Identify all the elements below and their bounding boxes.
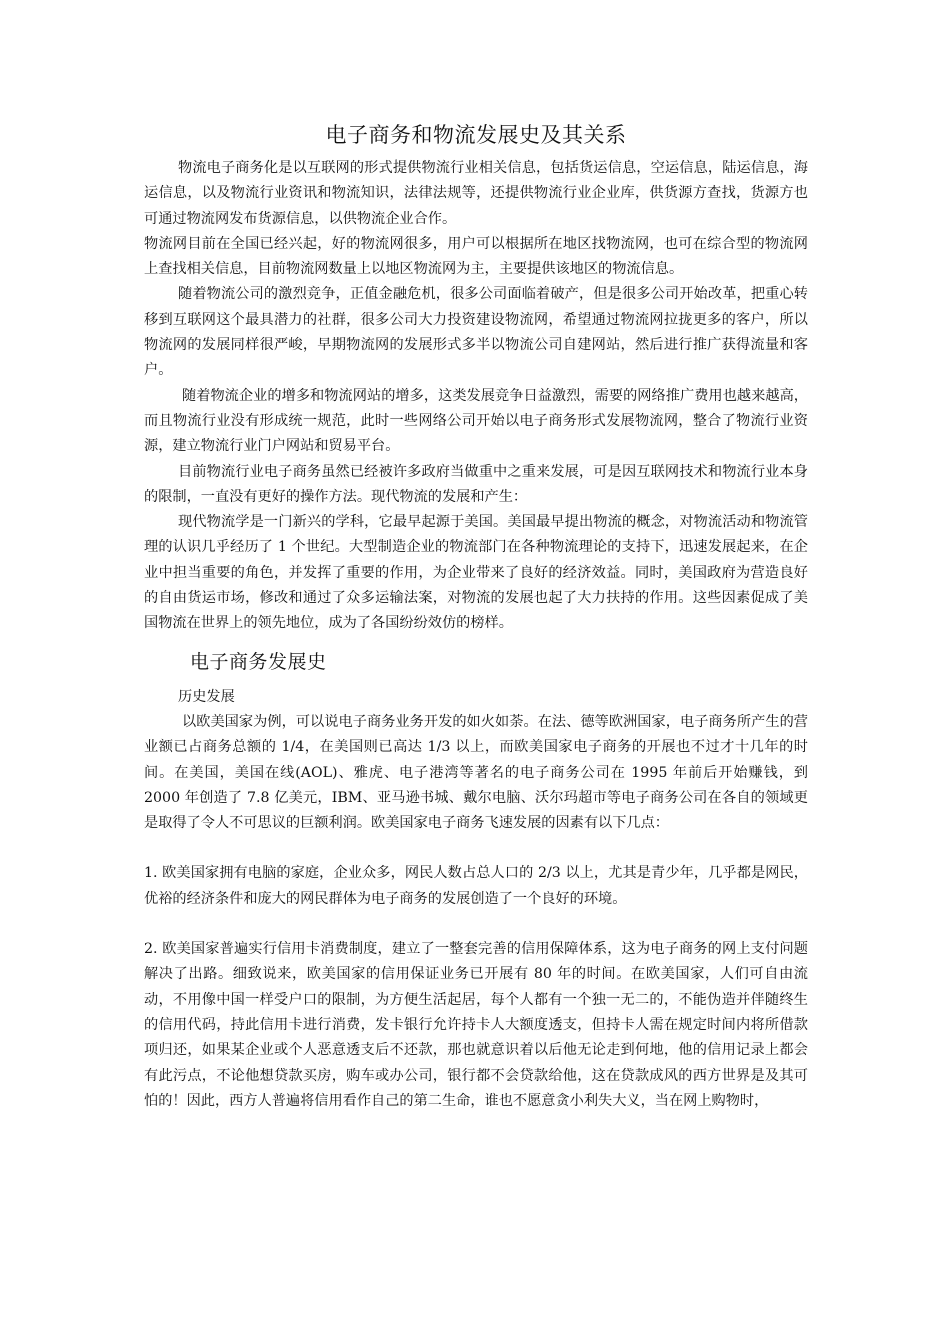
section-intro: 以欧美国家为例，可以说电子商务业务开发的如火如荼。在法、德等欧洲国家，电子商务所产生的营业额已占商务总额的 1/4，在美国则已高达 1/3 以上，而欧美国家电子商务的开展也不过才十几年的时间。在美国，美国在线(AOL)、雅虎、电子港湾等著名的电子商务公司在 1995 年前后开始赚钱，到 2000 年创造了 7.8 亿美元，IBM、亚马逊书城、戴尔电脑、沃尔玛超市等电子商务公司在各自的领域更是取得了令人不可思议的巨额利润。欧美国家电子商务飞速发展的因素有以下几点： — [144, 713, 808, 832]
document-body — [144, 118, 808, 1114]
paragraph-1: 物流电子商务化是以互联网的形式提供物流行业相关信息，包括货运信息，空运信息，陆运信息，海运信息，以及物流行业资讯和物流知识，法律法规等，还提供物流行业企业库，供货源方查找，货源方也可通过物流网发布货源信息，以供物流企业合作。 — [144, 160, 808, 227]
point-2: 2. 欧美国家普遍实行信用卡消费制度，建立了一整套完善的信用保障体系，这为电子商务的网上支付问题解决了出路。细致说来，欧美国家的信用保证业务已开展有 80 年的时间。在欧美国家，人们可自由流动，不用像中国一样受户口的限制，为方便生活起居，每个人都有一个独一无二的，不能伪造并伴随终生的信用代码，持此信用卡进行消费，发卡银行允许持卡人大额度透支，但持卡人需在规定时间内将所借款项归还，如果某企业或个人恶意透支后不还款，那也就意识着以后他无论走到何地，他的信用记录上都会有此污点，不论他想贷款买房，购车或办公司，银行都不会贷款给他，这在贷款成风的西方世界是及其可怕的！因此，西方人普遍将信用看作自己的第二生命，谁也不愿意贪小利失大义，当在网上购物时， — [144, 941, 808, 1109]
paragraph-6: 现代物流学是一门新兴的学科，它最早起源于美国。美国最早提出物流的概念，对物流活动和物流管理的认识几乎经历了 1 个世纪。大型制造企业的物流部门在各种物流理论的支持下，迅速发展起来，在企业中担当重要的角色，并发挥了重要的作用，为企业带来了良好的经济效益。同时，美国政府为营造良好的自由货运市场，修改和通过了众多运输法案，对物流的发展也起了大力扶持的作用。这些因素促成了美国物流在世界上的领先地位，成为了各国纷纷效仿的榜样。 — [144, 514, 808, 632]
spacer — [144, 836, 808, 861]
section-subheading: 历史发展 — [178, 688, 235, 705]
spacer — [144, 912, 808, 937]
paragraph-3: 随着物流公司的激烈竞争，正值金融危机，很多公司面临着破产，但是很多公司开始改革，把重心转移到互联网这个最具潜力的社群，很多公司大力投资建设物流网，希望通过物流网拉拢更多的客户，所以物流网的发展同样很严峻，早期物流网的发展形式多半以物流公司自建网站，然后进行推广获得流量和客户。 — [144, 286, 808, 379]
section-heading: 电子商务发展史 — [190, 650, 327, 673]
paragraph-5: 目前物流行业电子商务虽然已经被许多政府当做重中之重来发展，可是因互联网技术和物流行业本身的限制，一直没有更好的操作方法。现代物流的发展和产生： — [144, 463, 808, 505]
point-1: 1. 欧美国家拥有电脑的家庭，企业众多，网民人数占总人口的 2/3 以上，尤其是青少年，几乎都是网民，优裕的经济条件和庞大的网民群体为电子商务的发展创造了一个良好的环境。 — [144, 865, 808, 907]
paragraph-2: 物流网目前在全国已经兴起，好的物流网很多，用户可以根据所在地区找物流网，也可在综合型的物流网上查找相关信息，目前物流网数量上以地区物流网为主，主要提供该地区的物流信息。 — [144, 235, 808, 278]
paragraph-4: 随着物流企业的增多和物流网站的增多，这类发展竞争日益激烈，需要的网络推广费用也越来越高，而且物流行业没有形成统一规范，此时一些网络公司开始以电子商务形式发展物流网，整合了物流行业资源，建立物流行业门户网站和贸易平台。 — [144, 387, 808, 455]
document-title: 电子商务和物流发展史及其关系 — [325, 123, 627, 147]
